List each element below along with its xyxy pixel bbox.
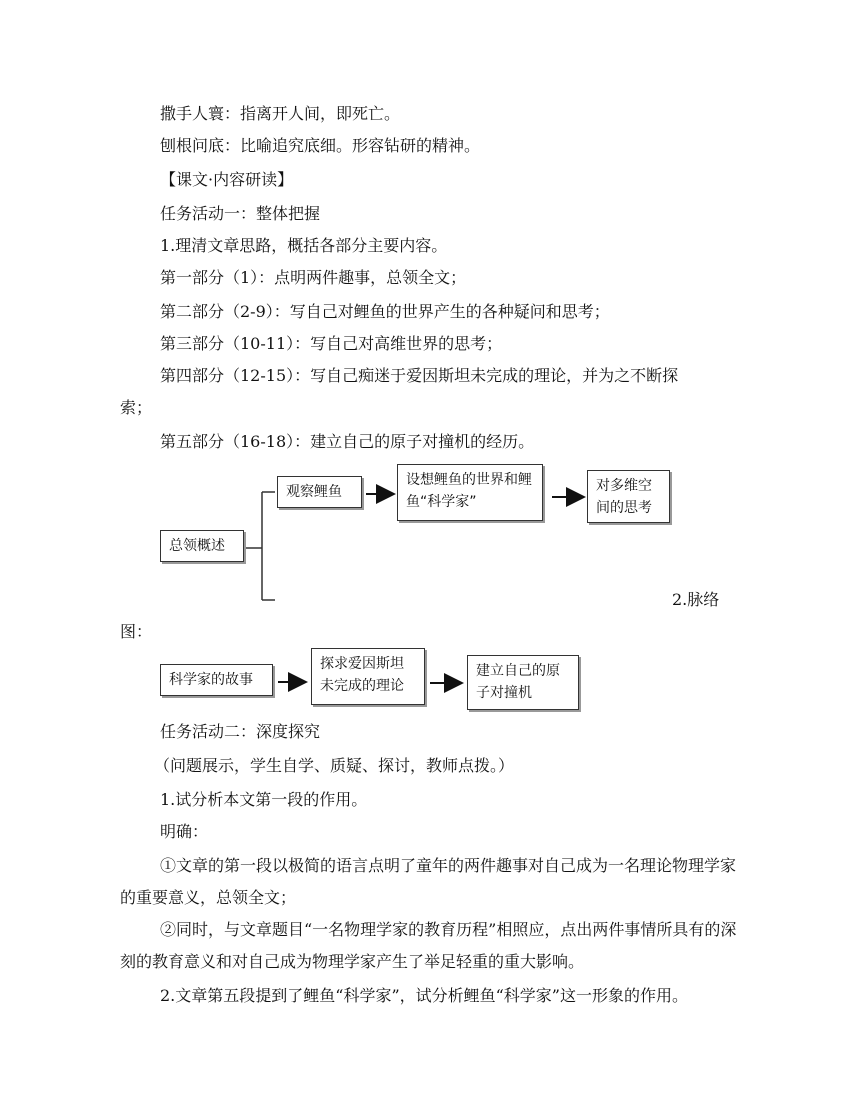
part-5: 第五部分（16-18）：建立自己的原子对撞机的经历。: [160, 432, 535, 451]
node-bottom-3: 建立自己的原子对撞机: [467, 655, 579, 710]
task-heading-1: 任务活动一：整体把握: [160, 204, 321, 223]
part-2: 第二部分（2-9）：写自己对鲤鱼的世界产生的各种疑问和思考；: [160, 302, 610, 321]
answer-label: 明确：: [160, 822, 209, 841]
bracket-connector: [245, 492, 275, 600]
node-top-1: 观察鲤鱼: [277, 476, 362, 508]
node-top-2: 设想鲤鱼的世界和鲤鱼“科学家”: [397, 464, 543, 521]
answer-point-2: ②同时，与文章题目“一名物理学家的教育历程”相照应，点出两件事情所具有的深刻的教育意义和对自己成为物理学家产生了举足轻重的重大影响。: [120, 920, 737, 971]
vocab-line-1: 撒手人寰：指离开人间，即死亡。: [160, 104, 401, 123]
vocab-line-2: 刨根问底：比喻追究底细。形容钻研的精神。: [160, 136, 481, 155]
answer-point-1: ①文章的第一段以极简的语言点明了童年的两件趣事对自己成为一名理论物理学家的重要意义，总领全文；: [120, 856, 737, 907]
diagram-caption-b: 图：: [120, 622, 153, 641]
part-1: 第一部分（1）：点明两件趣事，总领全文；: [160, 268, 467, 287]
task-heading-2: 任务活动二：深度探究: [160, 722, 321, 741]
part-4: 第四部分（12-15）：写自己痴迷于爱因斯坦未完成的理论，并为之不断探: [160, 366, 679, 385]
part-4-cont: 索；: [120, 398, 153, 417]
question-1: 1.理清文章思路，概括各部分主要内容。: [160, 236, 448, 255]
section-heading: 【课文·内容研读】: [160, 170, 294, 189]
node-root: 总领概述: [160, 530, 244, 562]
diagram-caption-a: 2.脉络: [672, 590, 720, 609]
part-3: 第三部分（10-11）：写自己对高维世界的思考；: [160, 334, 503, 353]
node-bottom-2: 探求爱因斯坦未完成的理论: [311, 648, 425, 705]
question-2: 1.试分析本文第一段的作用。: [160, 790, 368, 809]
node-bottom-1: 科学家的故事: [160, 664, 273, 696]
node-top-3: 对多维空间的思考: [587, 470, 670, 523]
question-3: 2.文章第五段提到了鲤鱼“科学家”，试分析鲤鱼“科学家”这一形象的作用。: [160, 986, 688, 1005]
task-instructions: （问题展示，学生自学、质疑、探讨，教师点拨。）: [154, 756, 515, 775]
